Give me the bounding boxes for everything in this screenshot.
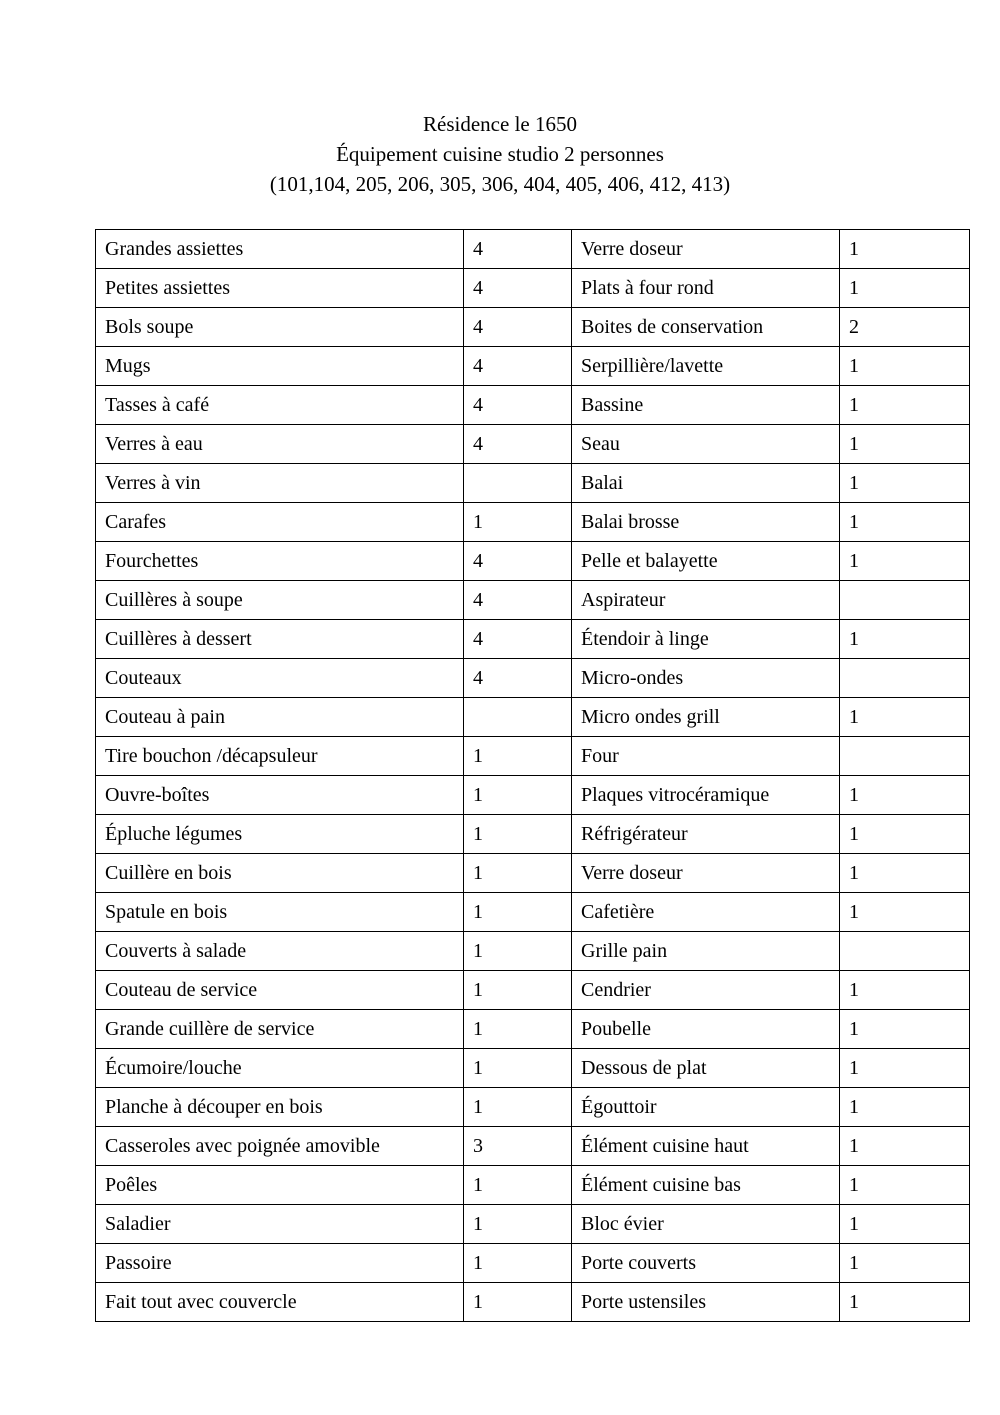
item-name-left: Tasses à café [96, 386, 464, 425]
item-name-left: Mugs [96, 347, 464, 386]
item-name-left: Écumoire/louche [96, 1049, 464, 1088]
item-quantity-left: 4 [464, 347, 572, 386]
item-quantity-left: 1 [464, 1205, 572, 1244]
item-name-right: Pelle et balayette [572, 542, 840, 581]
table-row [96, 1010, 970, 1049]
item-quantity-right: 1 [840, 425, 970, 464]
item-quantity-left: 1 [464, 737, 572, 776]
item-name-right: Plats à four rond [572, 269, 840, 308]
item-quantity-right: 1 [840, 1088, 970, 1127]
title-line-1: Résidence le 1650 [423, 112, 577, 136]
item-name-right: Porte ustensiles [572, 1283, 840, 1322]
table-row [96, 815, 970, 854]
item-quantity-left: 4 [464, 230, 572, 269]
item-quantity-right: 1 [840, 347, 970, 386]
item-name-right: Bassine [572, 386, 840, 425]
item-name-left: Cuillères à dessert [96, 620, 464, 659]
item-quantity-right: 1 [840, 542, 970, 581]
item-name-left: Couverts à salade [96, 932, 464, 971]
item-name-left: Épluche légumes [96, 815, 464, 854]
item-name-left: Verres à eau [96, 425, 464, 464]
item-name-right: Poubelle [572, 1010, 840, 1049]
item-name-left: Passoire [96, 1244, 464, 1283]
item-quantity-right: 1 [840, 620, 970, 659]
table-row [96, 854, 970, 893]
item-name-left: Saladier [96, 1205, 464, 1244]
item-quantity-right: 1 [840, 854, 970, 893]
table-row [96, 425, 970, 464]
item-quantity-left: 1 [464, 893, 572, 932]
item-quantity-right: 1 [840, 815, 970, 854]
item-quantity-right: 1 [840, 1166, 970, 1205]
table-row [96, 464, 970, 503]
item-name-right: Dessous de plat [572, 1049, 840, 1088]
item-name-left: Ouvre-boîtes [96, 776, 464, 815]
item-name-right: Cendrier [572, 971, 840, 1010]
item-quantity-left: 4 [464, 581, 572, 620]
table-row [96, 542, 970, 581]
table-row [96, 620, 970, 659]
item-name-right: Plaques vitrocéramique [572, 776, 840, 815]
item-quantity-left: 4 [464, 386, 572, 425]
item-name-right: Boites de conservation [572, 308, 840, 347]
item-name-right: Micro-ondes [572, 659, 840, 698]
table-row [96, 737, 970, 776]
item-quantity-left: 1 [464, 776, 572, 815]
table-row [96, 1166, 970, 1205]
item-name-left: Casseroles avec poignée amovible [96, 1127, 464, 1166]
item-quantity-right: 1 [840, 1283, 970, 1322]
item-name-right: Bloc évier [572, 1205, 840, 1244]
item-quantity-left: 4 [464, 620, 572, 659]
table-row [96, 269, 970, 308]
item-name-left: Couteau de service [96, 971, 464, 1010]
item-name-left: Planche à découper en bois [96, 1088, 464, 1127]
item-quantity-left: 1 [464, 815, 572, 854]
item-quantity-left: 4 [464, 308, 572, 347]
table-row [96, 1205, 970, 1244]
item-quantity-right: 1 [840, 971, 970, 1010]
item-quantity-left: 3 [464, 1127, 572, 1166]
item-quantity-right: 1 [840, 464, 970, 503]
item-name-right: Porte couverts [572, 1244, 840, 1283]
item-name-right: Cafetière [572, 893, 840, 932]
item-quantity-right: 1 [840, 893, 970, 932]
item-name-right: Verre doseur [572, 230, 840, 269]
item-name-right: Serpillière/lavette [572, 347, 840, 386]
item-name-right: Verre doseur [572, 854, 840, 893]
item-quantity-right: 1 [840, 386, 970, 425]
item-name-left: Poêles [96, 1166, 464, 1205]
item-quantity-left: 4 [464, 542, 572, 581]
item-quantity-right: 1 [840, 1049, 970, 1088]
item-name-right: Élément cuisine bas [572, 1166, 840, 1205]
item-quantity-left: 1 [464, 1166, 572, 1205]
table-row [96, 893, 970, 932]
table-row [96, 1127, 970, 1166]
item-quantity-right: 1 [840, 1127, 970, 1166]
item-name-right: Égouttoir [572, 1088, 840, 1127]
item-quantity-left: 1 [464, 503, 572, 542]
table-row [96, 971, 970, 1010]
table-row [96, 1244, 970, 1283]
title-line-2: Équipement cuisine studio 2 personnes [336, 141, 664, 166]
item-quantity-right: 1 [840, 1010, 970, 1049]
item-quantity-left [464, 464, 572, 503]
item-name-left: Verres à vin [96, 464, 464, 503]
table-row [96, 503, 970, 542]
item-quantity-left [464, 698, 572, 737]
table-body [96, 230, 970, 1322]
item-name-right: Grille pain [572, 932, 840, 971]
table-row [96, 308, 970, 347]
item-quantity-left: 1 [464, 971, 572, 1010]
equipment-table [95, 229, 970, 1322]
item-quantity-right [840, 737, 970, 776]
item-name-left: Cuillères à soupe [96, 581, 464, 620]
table-row [96, 1283, 970, 1322]
item-name-right: Étendoir à linge [572, 620, 840, 659]
table-row [96, 1049, 970, 1088]
item-name-right: Aspirateur [572, 581, 840, 620]
item-name-right: Élément cuisine haut [572, 1127, 840, 1166]
item-quantity-right: 1 [840, 1205, 970, 1244]
item-quantity-right [840, 659, 970, 698]
item-quantity-left: 1 [464, 932, 572, 971]
item-quantity-right: 1 [840, 269, 970, 308]
item-name-right: Balai brosse [572, 503, 840, 542]
table-row [96, 698, 970, 737]
item-quantity-right: 1 [840, 698, 970, 737]
table-row [96, 932, 970, 971]
item-quantity-left: 1 [464, 854, 572, 893]
item-name-left: Fait tout avec couvercle [96, 1283, 464, 1322]
table-row [96, 347, 970, 386]
item-name-right: Four [572, 737, 840, 776]
item-quantity-left: 1 [464, 1088, 572, 1127]
table-row [96, 581, 970, 620]
table-row [96, 386, 970, 425]
item-name-left: Tire bouchon /décapsuleur [96, 737, 464, 776]
item-quantity-left: 4 [464, 659, 572, 698]
item-quantity-left: 1 [464, 1283, 572, 1322]
item-quantity-right: 2 [840, 308, 970, 347]
item-name-left: Grande cuillère de service [96, 1010, 464, 1049]
item-quantity-left: 4 [464, 269, 572, 308]
item-name-right: Balai [572, 464, 840, 503]
table-row [96, 230, 970, 269]
item-name-left: Fourchettes [96, 542, 464, 581]
item-quantity-right [840, 932, 970, 971]
item-quantity-right: 1 [840, 503, 970, 542]
item-quantity-right: 1 [840, 230, 970, 269]
item-name-right: Micro ondes grill [572, 698, 840, 737]
item-name-right: Réfrigérateur [572, 815, 840, 854]
page-title [95, 110, 905, 199]
item-quantity-right: 1 [840, 776, 970, 815]
item-quantity-left: 1 [464, 1244, 572, 1283]
item-name-left: Grandes assiettes [96, 230, 464, 269]
item-quantity-left: 1 [464, 1010, 572, 1049]
table-row [96, 659, 970, 698]
item-name-left: Petites assiettes [96, 269, 464, 308]
table-row [96, 776, 970, 815]
item-quantity-right [840, 581, 970, 620]
item-name-left: Couteau à pain [96, 698, 464, 737]
item-quantity-right: 1 [840, 1244, 970, 1283]
table-row [96, 1088, 970, 1127]
item-name-left: Carafes [96, 503, 464, 542]
item-name-left: Cuillère en bois [96, 854, 464, 893]
item-quantity-left: 4 [464, 425, 572, 464]
item-name-left: Bols soupe [96, 308, 464, 347]
title-line-3: (101,104, 205, 206, 305, 306, 404, 405, 406, 412, 413) [269, 171, 731, 196]
item-name-left: Spatule en bois [96, 893, 464, 932]
item-name-right: Seau [572, 425, 840, 464]
item-quantity-left: 1 [464, 1049, 572, 1088]
item-name-left: Couteaux [96, 659, 464, 698]
